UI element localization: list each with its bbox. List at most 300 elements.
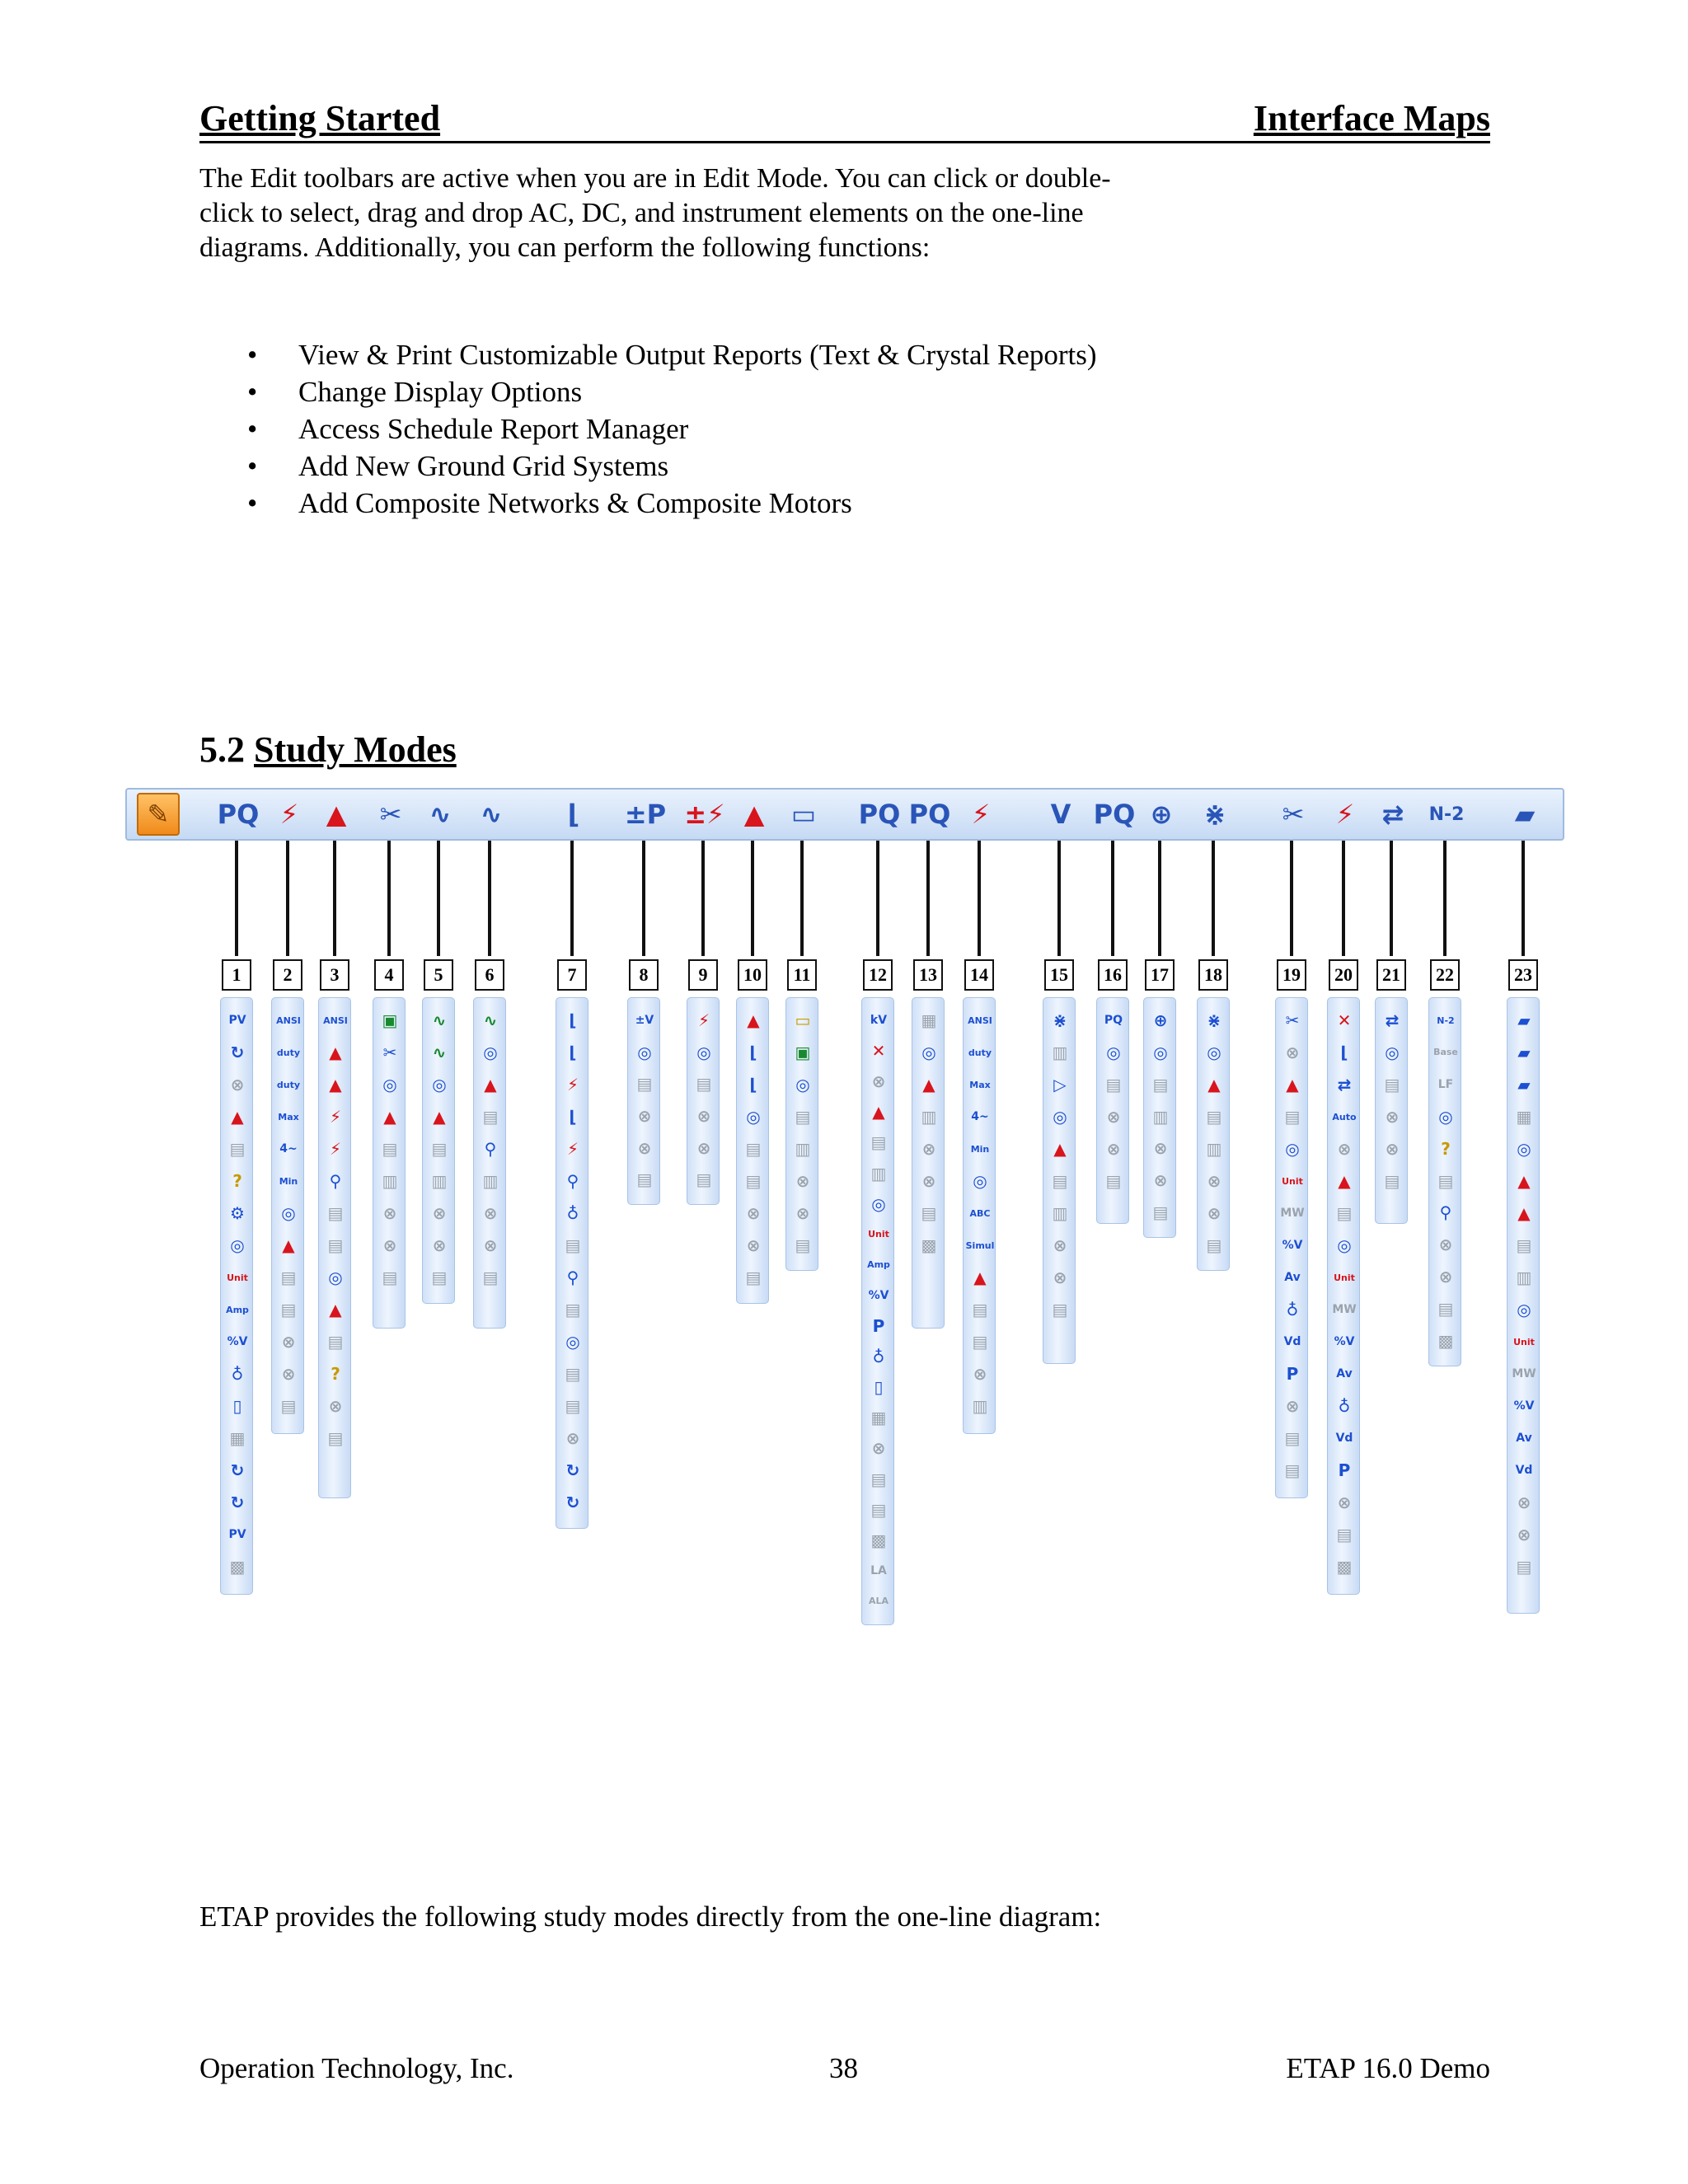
strip-tool-icon[interactable]: Unit [227, 1272, 248, 1283]
strip-tool-icon[interactable]: ⊗ [382, 1235, 397, 1255]
strip-tool-icon[interactable]: PQ [1104, 1014, 1123, 1027]
strip-tool-icon[interactable]: ◎ [1337, 1235, 1352, 1255]
toolbar-strip-16 [1096, 997, 1129, 1224]
strip-tool-icon[interactable]: ▲ [1053, 1139, 1067, 1159]
toolbar-button-14[interactable]: ⚡ [971, 799, 991, 830]
strip-tool-icon[interactable]: Min [970, 1143, 990, 1155]
strip-tool-icon[interactable]: ⊗ [1207, 1203, 1221, 1223]
strip-tool-icon[interactable]: ▤ [1152, 1074, 1169, 1094]
strip-tool-icon[interactable]: ↻ [565, 1460, 580, 1480]
strip-tool-icon[interactable]: ◎ [1053, 1107, 1067, 1127]
strip-tool-icon[interactable]: PV [228, 1014, 246, 1027]
strip-tool-icon[interactable]: ▤ [1284, 1428, 1301, 1448]
strip-tool-icon[interactable]: ▥ [431, 1171, 448, 1191]
strip-tool-icon[interactable]: Max [969, 1079, 991, 1090]
strip-tool-icon[interactable]: 4~ [279, 1142, 298, 1155]
strip-tool-icon[interactable]: ▲ [484, 1075, 497, 1094]
strip-tool-icon[interactable]: ▤ [482, 1268, 499, 1287]
strip-tool-icon[interactable]: ▲ [231, 1107, 244, 1127]
strip-tool-icon[interactable]: ▤ [636, 1169, 653, 1190]
strip-tool-icon[interactable]: ✕ [1337, 1010, 1352, 1030]
strip-tool-icon[interactable]: ↻ [230, 1460, 245, 1480]
strip-tool-icon[interactable]: ▤ [870, 1499, 887, 1520]
strip-tool-icon[interactable]: ▤ [795, 1107, 811, 1127]
strip-tool-icon[interactable]: ⊗ [483, 1235, 498, 1255]
toolbar-number-label: 21 [1376, 959, 1406, 991]
strip-tool-icon[interactable]: ⚙ [230, 1203, 245, 1223]
strip-tool-icon[interactable]: ▤ [382, 1268, 398, 1287]
strip-tool-icon[interactable]: ANSI [276, 1015, 301, 1026]
strip-tool-icon[interactable]: ▤ [1284, 1460, 1301, 1480]
strip-tool-icon[interactable]: ▤ [870, 1469, 887, 1489]
strip-tool-icon[interactable]: ▤ [696, 1169, 712, 1190]
strip-tool-icon[interactable]: ⚲ [329, 1171, 342, 1191]
strip-tool-icon[interactable]: ▤ [431, 1139, 448, 1159]
strip-tool-icon[interactable]: Amp [867, 1259, 890, 1271]
strip-tool-icon[interactable]: LA [870, 1563, 887, 1577]
strip-tool-icon[interactable]: ▲ [329, 1300, 342, 1319]
toolbar-button-13[interactable]: PQ [908, 799, 951, 830]
strip-tool-icon[interactable]: ▤ [795, 1235, 811, 1255]
toolbar-number-label: 5 [424, 959, 453, 991]
strip-tool-icon[interactable]: ▤ [1516, 1557, 1532, 1577]
toolbar-button-12[interactable]: PQ [858, 799, 901, 830]
strip-tool-icon[interactable]: ▤ [327, 1235, 344, 1255]
strip-tool-icon[interactable]: ▥ [1206, 1139, 1222, 1159]
strip-tool-icon[interactable]: ▤ [745, 1139, 762, 1159]
list-item: • Change Display Options [247, 373, 1097, 410]
strip-tool-icon[interactable]: ▰ [1517, 1010, 1531, 1030]
strip-tool-icon[interactable]: ▤ [745, 1171, 762, 1191]
strip-tool-icon[interactable]: ⊗ [1517, 1493, 1531, 1512]
strip-tool-icon[interactable]: ⊗ [328, 1396, 343, 1416]
strip-tool-icon[interactable]: ▲ [1286, 1075, 1299, 1094]
strip-tool-icon[interactable]: Vd [1335, 1432, 1353, 1445]
strip-tool-icon[interactable]: ▤ [1437, 1299, 1454, 1319]
strip-tool-icon[interactable]: ♁ [231, 1364, 244, 1384]
strip-tool-icon[interactable]: %V [868, 1288, 889, 1302]
strip-tool-icon[interactable]: ⊗ [795, 1171, 810, 1191]
strip-tool-icon[interactable]: ⊗ [1438, 1267, 1453, 1287]
strip-tool-icon[interactable]: ◎ [746, 1107, 761, 1127]
toolbar-button-20[interactable]: ⚡ [1335, 799, 1355, 830]
strip-tool-icon[interactable]: ⚲ [566, 1268, 579, 1287]
strip-tool-icon[interactable]: ⊗ [1053, 1235, 1067, 1255]
strip-tool-icon[interactable]: ▤ [636, 1074, 653, 1094]
strip-tool-icon[interactable]: ↻ [230, 1493, 245, 1512]
strip-tool-icon[interactable]: ✂ [382, 1043, 397, 1062]
strip-tool-icon[interactable]: ⊗ [432, 1235, 447, 1255]
strip-tool-icon[interactable]: ⌊ [569, 1107, 577, 1127]
strip-tool-icon[interactable]: Unit [868, 1229, 889, 1240]
strip-tool-icon[interactable]: %V [1334, 1335, 1355, 1348]
strip-tool-icon[interactable]: ▩ [1336, 1557, 1353, 1577]
pencil-icon: ✎ [147, 799, 170, 830]
connector-line [235, 841, 238, 956]
strip-tool-icon[interactable]: ▤ [565, 1396, 581, 1416]
strip-tool-icon[interactable]: ▤ [1052, 1171, 1068, 1191]
strip-tool-icon[interactable]: ▤ [1336, 1203, 1353, 1223]
strip-tool-icon[interactable]: ▤ [1052, 1300, 1068, 1319]
strip-tool-icon[interactable]: N-2 [1437, 1015, 1455, 1026]
strip-tool-icon[interactable]: ▤ [1336, 1525, 1353, 1544]
strip-tool-icon[interactable]: ◎ [637, 1042, 652, 1062]
toolbar-button-8[interactable]: ±P [624, 799, 667, 830]
strip-tool-icon[interactable]: ▤ [565, 1235, 581, 1255]
toolbar-button-2[interactable]: ⚡ [279, 799, 299, 830]
strip-tool-icon[interactable]: %V [1282, 1239, 1303, 1252]
strip-tool-icon[interactable]: Av [1284, 1271, 1301, 1284]
strip-tool-icon[interactable]: ▯ [232, 1396, 242, 1416]
strip-tool-icon[interactable]: ◎ [1517, 1139, 1531, 1159]
strip-tool-icon[interactable]: ⊗ [1106, 1139, 1121, 1159]
edit-mode-button[interactable] [137, 793, 180, 836]
strip-tool-icon[interactable]: ▤ [1384, 1171, 1400, 1191]
strip-tool-icon[interactable]: ▲ [329, 1043, 342, 1062]
connector-line [387, 841, 391, 956]
strip-tool-icon[interactable]: ? [1441, 1138, 1451, 1159]
strip-tool-icon[interactable]: ▤ [327, 1428, 344, 1448]
strip-tool-icon[interactable]: ⊗ [382, 1203, 397, 1223]
strip-tool-icon[interactable]: ◎ [565, 1332, 580, 1352]
strip-tool-icon[interactable]: duty [968, 1047, 992, 1058]
strip-tool-icon[interactable]: ▥ [1516, 1268, 1532, 1287]
strip-tool-icon[interactable]: kV [870, 1014, 888, 1027]
strip-tool-icon[interactable]: ▤ [565, 1364, 581, 1384]
toolbar-button-21[interactable]: ⇄ [1381, 799, 1404, 830]
strip-tool-icon[interactable]: ▤ [565, 1300, 581, 1319]
strip-tool-icon[interactable]: ◎ [973, 1171, 987, 1191]
strip-tool-icon[interactable]: ⊗ [1517, 1525, 1531, 1544]
strip-tool-icon[interactable]: P [1286, 1364, 1299, 1384]
toolbar-number-label: 19 [1277, 959, 1306, 991]
strip-tool-icon[interactable]: ▤ [1384, 1075, 1400, 1094]
strip-tool-icon[interactable]: ⊗ [746, 1203, 761, 1223]
strip-tool-icon[interactable]: Amp [226, 1304, 249, 1315]
strip-tool-icon[interactable]: ◎ [1285, 1139, 1300, 1159]
strip-tool-icon[interactable]: ▲ [872, 1102, 885, 1122]
strip-tool-icon[interactable]: ∿ [432, 1043, 447, 1062]
strip-tool-icon[interactable]: ▥ [795, 1139, 811, 1159]
strip-tool-icon[interactable]: ◎ [432, 1075, 447, 1094]
strip-tool-icon[interactable]: MW [1280, 1207, 1305, 1220]
strip-tool-icon[interactable]: ⇄ [1385, 1010, 1400, 1030]
strip-tool-icon[interactable]: ▷ [1053, 1075, 1067, 1094]
strip-tool-icon[interactable]: ▣ [382, 1010, 398, 1030]
strip-tool-icon[interactable]: ⊗ [565, 1428, 580, 1448]
strip-tool-icon[interactable]: ⋇ [1207, 1010, 1221, 1030]
strip-tool-icon[interactable]: 4~ [971, 1110, 989, 1123]
toolbar-button-7[interactable]: ⌊ [567, 799, 580, 830]
strip-tool-icon[interactable]: ▤ [1516, 1235, 1532, 1255]
toolbar-button-10[interactable]: ▲ [743, 799, 765, 830]
strip-tool-icon[interactable]: P [1338, 1460, 1351, 1480]
strip-tool-icon[interactable]: ▤ [327, 1332, 344, 1352]
strip-tool-icon[interactable]: ▥ [1152, 1106, 1169, 1127]
strip-tool-icon[interactable]: ◎ [1106, 1043, 1121, 1062]
toolbar-button-18[interactable]: ⋇ [1203, 799, 1226, 830]
strip-tool-icon[interactable]: ⊗ [230, 1075, 245, 1094]
strip-tool-icon[interactable]: ⋇ [1053, 1010, 1067, 1030]
strip-tool-icon[interactable]: ⊗ [1337, 1493, 1352, 1512]
strip-tool-icon[interactable]: ⊗ [973, 1364, 987, 1384]
strip-tool-icon[interactable]: ▰ [1517, 1043, 1531, 1062]
intro-paragraph: The Edit toolbars are active when you are in Edit Mode. You can click or double-click to select, drag and drop AC, DC, and instrument elements on the one-line diagrams. Additionally, you can perform the following functions: [199, 163, 1111, 263]
strip-tool-icon[interactable]: Av [1516, 1432, 1532, 1445]
toolbar-button-23[interactable]: ▰ [1514, 799, 1536, 830]
strip-tool-icon[interactable]: P [872, 1316, 885, 1336]
strip-tool-icon[interactable]: Base [1433, 1047, 1458, 1058]
strip-tool-icon[interactable]: ◎ [1153, 1042, 1168, 1062]
strip-tool-icon[interactable]: ⊗ [637, 1106, 652, 1126]
strip-tool-icon[interactable]: ±V [635, 1014, 654, 1027]
strip-tool-icon[interactable]: MW [1512, 1367, 1536, 1380]
strip-tool-icon[interactable]: Max [278, 1111, 299, 1122]
strip-tool-icon[interactable]: ∿ [432, 1010, 447, 1030]
toolbar-button-22[interactable]: N-2 [1428, 804, 1465, 825]
strip-tool-icon[interactable]: ♁ [566, 1203, 579, 1223]
strip-tool-icon[interactable]: ▭ [795, 1010, 811, 1030]
strip-tool-icon[interactable]: ▤ [972, 1332, 988, 1352]
strip-tool-icon[interactable]: ⚲ [566, 1171, 579, 1191]
strip-tool-icon[interactable]: ▤ [327, 1203, 344, 1223]
strip-tool-icon[interactable]: ◎ [328, 1268, 343, 1287]
strip-tool-icon[interactable]: ◎ [382, 1075, 397, 1094]
strip-tool-icon[interactable]: %V [227, 1335, 248, 1348]
strip-tool-icon[interactable]: ✂ [1285, 1010, 1300, 1030]
strip-tool-icon[interactable]: ◎ [1207, 1043, 1221, 1062]
strip-tool-icon[interactable]: ⊗ [696, 1137, 711, 1158]
strip-tool-icon[interactable]: ▩ [1437, 1331, 1454, 1352]
toolbar-strip-19 [1275, 997, 1308, 1498]
strip-tool-icon[interactable]: ⚡ [329, 1139, 342, 1159]
strip-tool-icon[interactable]: MW [1332, 1303, 1357, 1316]
strip-tool-icon[interactable]: LF [1437, 1077, 1454, 1091]
strip-tool-icon[interactable]: ✕ [871, 1041, 886, 1062]
strip-tool-icon[interactable]: ▲ [329, 1075, 342, 1094]
strip-tool-icon[interactable]: ◎ [696, 1042, 711, 1062]
strip-tool-icon[interactable]: ⊗ [921, 1171, 936, 1191]
strip-tool-icon[interactable]: ⊗ [1153, 1138, 1168, 1159]
strip-tool-icon[interactable]: ▲ [973, 1268, 987, 1287]
strip-tool-icon[interactable]: ▥ [382, 1171, 398, 1191]
strip-tool-icon[interactable]: ↻ [565, 1493, 580, 1512]
strip-tool-icon[interactable]: ◎ [921, 1043, 936, 1062]
strip-tool-icon[interactable]: ▤ [280, 1300, 297, 1319]
strip-tool-icon[interactable]: ⊗ [1385, 1139, 1400, 1159]
strip-tool-icon[interactable]: ⚡ [329, 1107, 342, 1127]
strip-tool-icon[interactable]: ▤ [1105, 1171, 1122, 1191]
strip-tool-icon[interactable]: ▦ [921, 1010, 937, 1030]
strip-tool-icon[interactable]: ⚲ [1439, 1202, 1452, 1223]
toolbar-strip-12 [861, 997, 894, 1625]
strip-tool-icon[interactable]: ▤ [921, 1203, 937, 1223]
strip-tool-icon[interactable]: ⊗ [871, 1071, 886, 1092]
strip-tool-icon[interactable]: ⊗ [281, 1332, 296, 1352]
toolbar-button-15[interactable]: V [1050, 799, 1071, 830]
strip-tool-icon[interactable]: ⊗ [696, 1106, 711, 1126]
strip-tool-icon[interactable]: ◎ [795, 1075, 810, 1094]
strip-tool-icon[interactable]: ▤ [1284, 1107, 1301, 1127]
strip-tool-icon[interactable]: ▲ [433, 1107, 446, 1127]
strip-tool-icon[interactable]: ▤ [972, 1300, 988, 1319]
strip-tool-icon[interactable]: ⊗ [1285, 1396, 1300, 1416]
strip-tool-icon[interactable]: ♁ [872, 1347, 885, 1367]
strip-tool-icon[interactable]: ▥ [1052, 1043, 1068, 1062]
connector-line [1158, 841, 1161, 956]
toolbar-button-5[interactable]: ∿ [429, 799, 452, 830]
strip-tool-icon[interactable]: ▤ [431, 1268, 448, 1287]
strip-tool-icon[interactable]: ▩ [921, 1235, 937, 1255]
strip-tool-icon[interactable]: ▤ [482, 1107, 499, 1127]
strip-tool-icon[interactable]: ◎ [483, 1043, 498, 1062]
strip-tool-icon[interactable]: ⚡ [566, 1139, 579, 1159]
strip-tool-icon[interactable]: ⌊ [569, 1010, 577, 1030]
strip-tool-icon[interactable]: duty [276, 1047, 301, 1058]
strip-tool-icon[interactable]: ▤ [382, 1139, 398, 1159]
strip-tool-icon[interactable]: ◎ [1517, 1300, 1531, 1319]
strip-tool-icon[interactable]: ? [331, 1364, 340, 1384]
strip-tool-icon[interactable]: ⊗ [921, 1139, 936, 1159]
strip-tool-icon[interactable]: ▤ [229, 1139, 246, 1159]
strip-tool-icon[interactable]: ∿ [483, 1010, 498, 1030]
strip-tool-icon[interactable]: ANSI [968, 1015, 992, 1026]
toolbar-button-6[interactable]: ∿ [480, 799, 503, 830]
strip-tool-icon[interactable]: ◎ [871, 1193, 886, 1214]
strip-tool-icon[interactable]: ▤ [280, 1396, 297, 1416]
toolbar-button-1[interactable]: PQ [217, 799, 260, 830]
strip-tool-icon[interactable]: ▥ [921, 1107, 937, 1127]
strip-tool-icon[interactable]: ◎ [1438, 1106, 1453, 1127]
strip-tool-icon[interactable]: ⊗ [795, 1203, 810, 1223]
strip-tool-icon[interactable]: ◎ [281, 1203, 296, 1223]
strip-tool-icon[interactable]: ABC [969, 1207, 991, 1219]
strip-tool-icon[interactable]: ▲ [922, 1075, 935, 1094]
strip-tool-icon[interactable]: ALA [868, 1596, 889, 1607]
strip-tool-icon[interactable]: ▲ [383, 1107, 396, 1127]
strip-tool-icon[interactable]: ♁ [1338, 1396, 1351, 1416]
toolbar-button-11[interactable]: ▭ [790, 799, 817, 830]
strip-tool-icon[interactable]: ⌊ [749, 1043, 757, 1062]
strip-tool-icon[interactable]: ▤ [1152, 1202, 1169, 1223]
strip-tool-icon[interactable]: ▲ [1517, 1203, 1531, 1223]
strip-tool-icon[interactable]: ▦ [229, 1428, 246, 1448]
toolbar-button-3[interactable]: ▲ [326, 799, 347, 830]
strip-tool-icon[interactable]: ⊕ [1153, 1010, 1168, 1030]
connector-line [926, 841, 930, 956]
section-title: Study Modes [254, 729, 457, 770]
strip-tool-icon[interactable]: ▲ [1338, 1171, 1351, 1191]
strip-tool-icon[interactable]: ⌊ [1340, 1043, 1348, 1062]
strip-tool-icon[interactable]: ⇄ [1337, 1075, 1352, 1094]
strip-tool-icon[interactable]: Unit [1513, 1336, 1535, 1347]
strip-tool-icon[interactable]: Unit [1334, 1272, 1355, 1283]
strip-tool-icon[interactable]: ♁ [1286, 1300, 1299, 1319]
strip-tool-icon[interactable]: ◎ [230, 1235, 245, 1255]
strip-tool-icon[interactable]: duty [276, 1079, 301, 1090]
strip-tool-icon[interactable]: ⊗ [1337, 1139, 1352, 1159]
strip-tool-icon[interactable]: ▤ [280, 1268, 297, 1287]
strip-tool-icon[interactable]: ⌊ [569, 1043, 577, 1062]
strip-tool-icon[interactable]: ▥ [482, 1171, 499, 1191]
toolbar-button-19[interactable]: ✂ [1282, 799, 1305, 830]
strip-tool-icon[interactable]: ↻ [230, 1043, 245, 1062]
strip-tool-icon[interactable]: ⊗ [746, 1235, 761, 1255]
strip-tool-icon[interactable]: ▥ [972, 1396, 988, 1416]
strip-tool-icon[interactable]: ▣ [795, 1043, 811, 1062]
strip-tool-icon[interactable]: ▤ [696, 1074, 712, 1094]
strip-tool-icon[interactable]: ▥ [870, 1163, 887, 1183]
strip-tool-icon[interactable]: ▤ [1206, 1107, 1222, 1127]
strip-tool-icon[interactable]: ◎ [1385, 1043, 1400, 1062]
strip-tool-icon[interactable]: ⊗ [1153, 1170, 1168, 1191]
connector-line [1443, 841, 1447, 956]
strip-tool-icon[interactable]: ▤ [870, 1132, 887, 1153]
strip-tool-icon[interactable]: ▲ [282, 1235, 295, 1255]
strip-tool-icon[interactable]: ⊗ [1385, 1107, 1400, 1127]
strip-tool-icon[interactable]: ANSI [323, 1015, 348, 1026]
strip-tool-icon[interactable]: ⊗ [871, 1438, 886, 1459]
strip-tool-icon[interactable]: ▥ [1052, 1203, 1068, 1223]
strip-tool-icon[interactable]: Vd [1515, 1464, 1533, 1477]
strip-tool-icon[interactable]: ▤ [1437, 1170, 1454, 1191]
strip-tool-icon[interactable]: Av [1336, 1367, 1353, 1380]
strip-tool-icon[interactable]: Simul [965, 1240, 995, 1251]
strip-tool-icon[interactable]: ⊗ [1106, 1107, 1121, 1127]
strip-tool-icon[interactable]: ▩ [870, 1530, 887, 1550]
strip-tool-icon[interactable]: ▦ [870, 1408, 887, 1428]
strip-tool-icon[interactable]: Min [279, 1175, 298, 1187]
connector-line [1057, 841, 1061, 956]
strip-tool-icon[interactable]: Vd [1283, 1335, 1301, 1348]
list-item: • Access Schedule Report Manager [247, 410, 1097, 448]
strip-tool-icon[interactable]: ▲ [1207, 1075, 1221, 1094]
strip-tool-icon[interactable]: ⊗ [1053, 1268, 1067, 1287]
strip-tool-icon[interactable]: ▲ [747, 1010, 760, 1030]
strip-tool-icon[interactable]: Auto [1332, 1111, 1357, 1122]
toolbar-number-label: 17 [1145, 959, 1175, 991]
strip-tool-icon[interactable]: ⊗ [281, 1364, 296, 1384]
strip-tool-icon[interactable]: ⊗ [637, 1137, 652, 1158]
strip-tool-icon[interactable]: ⊗ [1285, 1043, 1300, 1062]
strip-tool-icon[interactable]: PV [228, 1528, 246, 1541]
strip-tool-icon[interactable]: ⚲ [484, 1139, 497, 1159]
toolbar-button-17[interactable]: ⊕ [1150, 799, 1173, 830]
strip-tool-icon[interactable]: ⊗ [483, 1203, 498, 1223]
strip-tool-icon[interactable]: ▰ [1517, 1075, 1531, 1094]
strip-tool-icon[interactable]: ⚡ [697, 1010, 710, 1030]
strip-tool-icon[interactable]: ⚡ [566, 1075, 579, 1094]
toolbar-button-9[interactable]: ±⚡ [684, 799, 725, 830]
strip-tool-icon[interactable]: ? [232, 1171, 242, 1191]
strip-tool-icon[interactable]: ⊗ [1438, 1235, 1453, 1255]
strip-tool-icon[interactable]: %V [1513, 1399, 1535, 1413]
strip-tool-icon[interactable]: ▤ [1206, 1235, 1222, 1255]
strip-tool-icon[interactable]: ▲ [1517, 1171, 1531, 1191]
strip-tool-icon[interactable]: ▩ [229, 1557, 246, 1577]
strip-tool-icon[interactable]: ▤ [1105, 1075, 1122, 1094]
strip-tool-icon[interactable]: ⊗ [432, 1203, 447, 1223]
strip-tool-icon[interactable]: Unit [1282, 1175, 1303, 1187]
strip-tool-icon[interactable]: ▯ [874, 1377, 884, 1398]
strip-tool-icon[interactable]: ⌊ [749, 1075, 757, 1094]
toolbar-button-4[interactable]: ✂ [379, 799, 402, 830]
toolbar-button-16[interactable]: PQ [1093, 799, 1136, 830]
strip-tool-icon[interactable]: ⊗ [1207, 1171, 1221, 1191]
strip-tool-icon[interactable]: ▤ [745, 1268, 762, 1287]
list-item: • Add New Ground Grid Systems [247, 448, 1097, 485]
strip-tool-icon[interactable]: ▦ [1516, 1107, 1532, 1127]
